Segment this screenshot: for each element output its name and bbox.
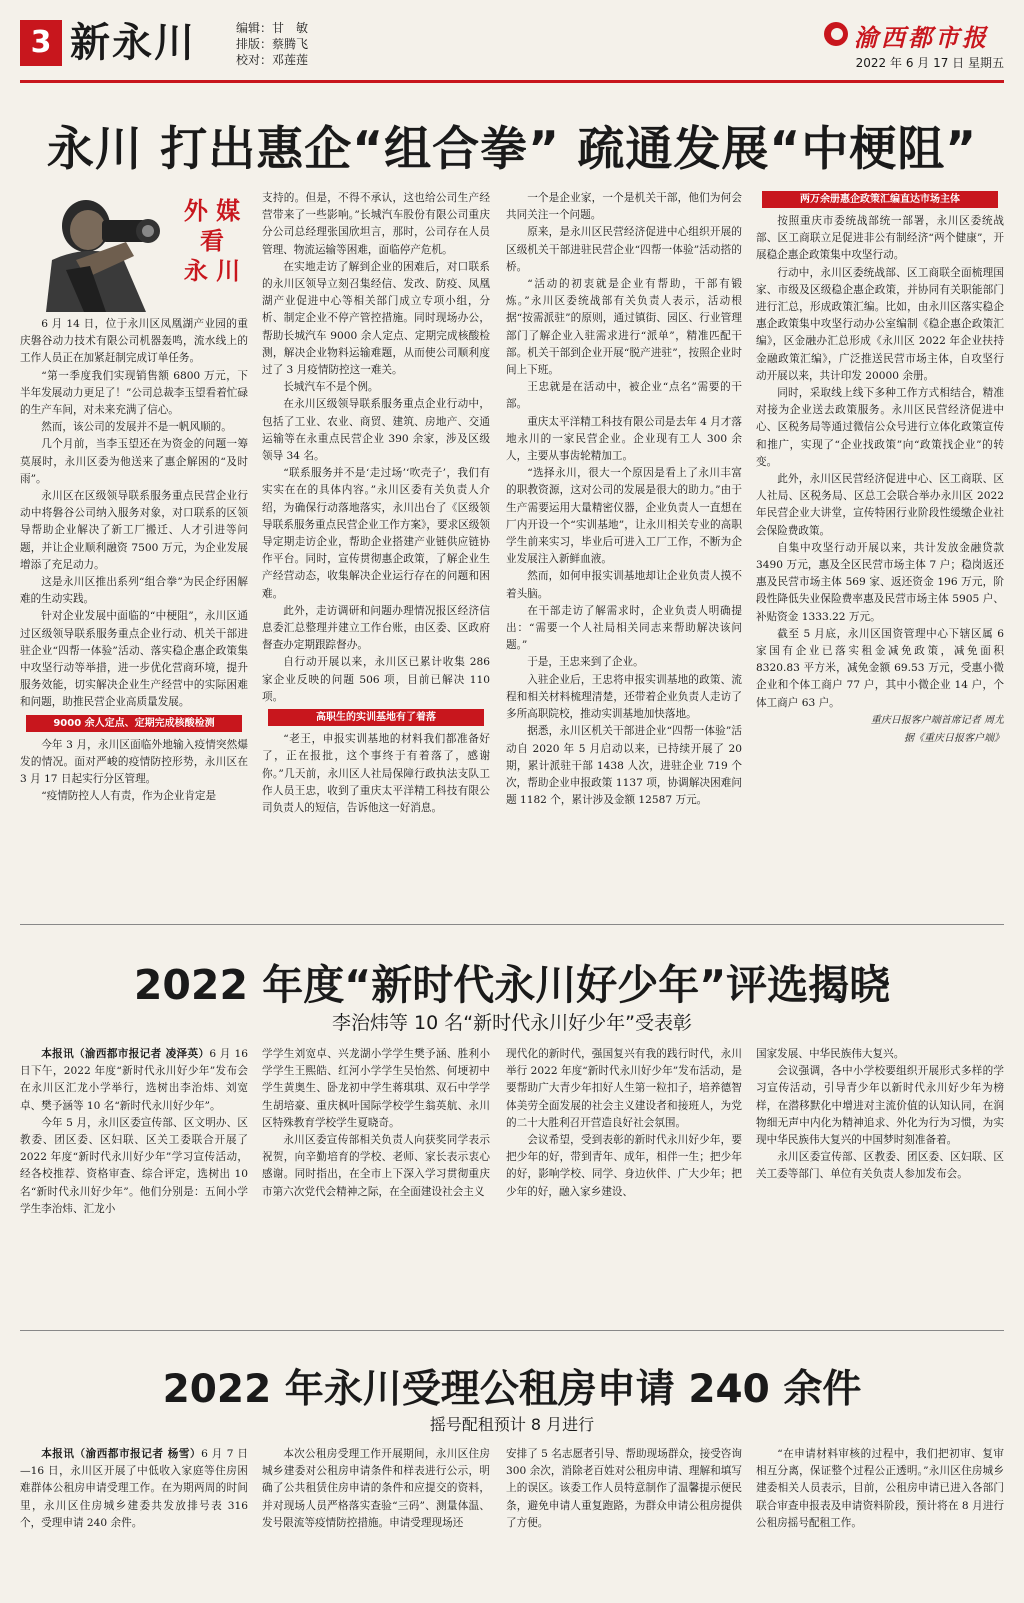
paragraph: 重庆太平洋精工科技有限公司是去年 4 月才落地永川的一家民营企业。企业现有工人 300 余人，主要从事齿轮精加工。 [506, 415, 742, 463]
article2-headline: 2022 年度“新时代永川好少年”评选揭晓 [133, 961, 891, 1009]
paragraph: 会议强调，各中小学校要组织开展形式多样的学习宣传活动，引导青少年以新时代永川好少年为榜样，在潜移默化中增进对主流价值的认知认同，在润物细无声中内化为精神追求、外化为行为习惯，为实现中华民族伟大复兴的中国梦时刻准备着。 [756, 1065, 1004, 1147]
subsection-heading: 两万余册惠企政策汇编直达市场主体 [762, 191, 998, 208]
article1-column-1 [20, 316, 248, 882]
article3-subhead: 摇号配租预计 8 月进行 [429, 1415, 595, 1434]
paragraph: 然而，如何申报实训基地却让企业负责人摸不着头脑。 [506, 570, 742, 600]
dateline: 本报讯（渝西都市报记者 凌泽英） [41, 1048, 210, 1060]
article2-subhead: 李治炜等 10 名“新时代永川好少年”受表彰 [332, 1012, 692, 1034]
issue-date: 2022 年 6 月 17 日 星期五 [855, 56, 1004, 70]
paragraph: 学学生刘宽卓、兴龙湖小学学生樊予涵、胜利小学学生王熙皓、红河小学学生吴怡然、何埂初中学生黄奥生、卧龙初中学生蒋琪琪、双石中学学生胡培豪、重庆枫叶国际学校学生翁英航、永川区特殊教育学校学生夏晓奇。 [262, 1048, 490, 1129]
paragraph: 原来，是永川区民营经济促进中心组织开展的区级机关干部进驻民营企业“四帮一体验”活动搭的桥。 [506, 226, 742, 273]
reporter-byline: 重庆日报客户端首席记者 周尤 [870, 714, 1004, 726]
paper-name: 渝西都市报 [854, 23, 989, 52]
paragraph: 会议希望，受到表彰的新时代永川好少年，要把少年的好，带到青年、成年，相伴一生；把少年的好，影响学校、同学、身边伙伴、广大少年；把少年的好，融入家乡建设、 [506, 1134, 742, 1198]
paragraph: “选择永川，很大一个原因是看上了永川丰富的职教资源，这对公司的发展是很大的助力。”由于生产需要运用大量精密仪器，企业负责人一直想在厂内开设一个“实训基地”，让永川相关专业的高职学生前来实习，毕业后可进入工厂工作，不断为企业发展注入新鲜血液。 [506, 467, 742, 566]
paragraph: 按照重庆市委统战部统一部署，永川区委统战部、区工商联立足促进非公有制经济“两个健康”，开展稳企惠企政策集中攻坚行动。 [756, 215, 1004, 262]
article1-photo [26, 190, 248, 312]
paragraph: 一个是企业家，一个是机关干部，他们为何会共同关注一个问题。 [506, 192, 742, 222]
source-byline: 据《重庆日报客户端》 [904, 732, 1004, 744]
paragraph: 在实地走访了解到企业的困难后，对口联系的永川区领导立刻召集经信、发改、防疫、凤凰湖产业促进中心等相关部门成立专项小组，分析、制定企业不停产管控措施。同时现场办公，帮助长城汽车 9000 余人定点、定期完成核酸检测，解决企业物料运输难题，从而使公司顺利度过了 3 月疫情防控这一难关。 [262, 260, 490, 377]
paragraph: 国家发展、中华民族伟大复兴。 [756, 1048, 905, 1060]
paragraph: 此外，永川区民营经济促进中心、区工商联、区人社局、区税务局、区总工会联合举办永川区 2022 年民营企业大讲堂，宣传特困行业阶段性缓缴企业社会保险费政策。 [756, 473, 1004, 537]
photo-tag-line: 外 媒 [183, 197, 241, 225]
article2-column-1 [20, 1046, 248, 1304]
article2-column-3 [506, 1046, 742, 1304]
paragraph: 同时，采取线上线下多种工作方式相结合，精准对接为企业送去政策服务。永川区民营经济促进中心、区税务局等通过微信公众号进行立体化政策宣传和推广，实现了“企业找政策”向“政策找企业”的转变。 [756, 387, 1004, 468]
paragraph: 本次公租房受理工作开展期间，永川区住房城乡建委对公租房申请条件和样表进行公示，明确了公共租赁住房申请的条件和应提交的资料，并对现场人员严格落实查验“三码”、测量体温、发号限流等疫情防控措施。申请受理现场还 [262, 1448, 490, 1529]
paragraph: “老王，申报实训基地的材料我们都准备好了，正在报批，这个事终于有着落了，感谢你。”几天前，永川区人社局保障行政执法支队工作人员王忠，收到了重庆太平洋精工科技有限公司负责人的短信，告诉他这一好消息。 [262, 733, 490, 814]
paragraph: 王忠就是在活动中，被企业“点名”需要的干部。 [506, 381, 742, 411]
subsection-heading: 9000 余人定点、定期完成核酸检测 [26, 715, 242, 732]
article3-column-2 [262, 1446, 490, 1596]
paragraph [20, 1046, 248, 1115]
photo-tag-line: 看 [200, 227, 224, 255]
paragraph: 于是，王忠来到了企业。 [527, 656, 644, 669]
article-divider [20, 924, 1004, 925]
paragraph: “疫情防控人人有责，作为企业肯定是 [41, 790, 217, 803]
paragraph-text: 6 月 7 日—16 日，永川区开展了中低收入家庭等住房困难群体公租房申请受理工作。在为期两周的时间里，永川区住房城乡建委共发放排号表 316 个，受理申请 240 余件。 [20, 1448, 248, 1529]
paragraph: “活动的初衷就是企业有帮助，干部有锻炼。”永川区委统战部有关负责人表示，活动根据“按需派驻”的原则，通过镇街、园区、行业管理部门了解企业入驻需求进行“派单”，精准匹配干部。机关干部到企业开展“脱产进驻”，按照企业时间上下班。 [506, 278, 742, 377]
paragraph: 在永川区级领导联系服务重点企业行动中，包括了工业、农业、商贸、建筑、房地产、交通运输等在永重点民营企业 390 余家，涉及区级领导 34 名。 [262, 398, 490, 463]
paragraph [20, 1446, 248, 1532]
article3-headline: 2022 年永川受理公租房申请 240 余件 [162, 1367, 862, 1412]
proof-line: 校对：邓莲莲 [236, 53, 309, 67]
paragraph: 6 月 14 日，位于永川区凤凰湖产业园的重庆磐谷动力技术有限公司机器轰鸣，流水线上的工作人员正在加紧赶制完成订单任务。 [20, 318, 248, 365]
photo-tag-line: 永 川 [183, 257, 241, 285]
photo-tag [172, 196, 252, 286]
paragraph: 截至 5 月底，永川区国资管理中心下辖区属 6 家国有企业已落实租金减免政策，减免面积 8320.83 平方米，减免金额 69.53 万元，受惠小微企业和个体工商户 77 户，其中小微企业 14 户，个体工商户 63 户。 [756, 627, 1004, 709]
logo-mark-icon [824, 22, 848, 46]
paragraph: 自集中攻坚行动开展以来，共计发放金融贷款 3490 万元，惠及全区民营市场主体 7 户；稳岗返还惠及民营市场主体 569 家、返还资金 196 万元，阶段性降低失业保险费率惠及民营市场主体 5905 户、补贴资金 1333.22 万元。 [756, 541, 1004, 623]
paragraph: “第一季度我们实现销售额 6800 万元，下半年发展动力更足了！”公司总裁李玉望看着忙碌的生产车间，对未来充满了信心。 [20, 369, 248, 417]
article-divider [20, 1330, 1004, 1331]
dateline: 本报讯（渝西都市报记者 杨雪） [41, 1448, 202, 1460]
article1-column-3 [506, 190, 742, 882]
paragraph: 据悉，永川区机关干部进企业“四帮一体验”活动自 2020 年 5 月启动以来，已持续开展了 20 期，累计派驻干部 1438 人次，进驻企业 719 个次，帮助企业申报政策 1137 项，协调解决困难问题 1182 个，累计涉及金额 12587 万元。 [506, 725, 742, 807]
article3-column-4 [756, 1446, 1004, 1596]
paper-logo [824, 18, 1004, 50]
paragraph: 今年 3 月，永川区面临外地输入疫情突然爆发的情况。面对严峻的疫情防控形势，永川区在 3 月 17 日起实行分区管理。 [20, 738, 248, 786]
paragraph: 支持的。但是，不得不承认，这也给公司生产经营带来了一些影响。”长城汽车股份有限公司重庆分公司总经理张国欣坦言，那时，公司存在人员管理、物流运输等困难，面临停产危机。 [262, 192, 490, 256]
paragraph: “联系服务并不是‘走过场’‘吹壳子’，我们有实实在在的具体内容。”永川区委有关负责人介绍，为确保行动落地落实，永川出台了《区级领导联系服务重点民营企业工作方案》，要求区级领导定期走访企业，帮助企业搭建产业链供应链协作平台。同时，宣传贯彻惠企政策，了解企业生产经营动态，收集解决企业运行存在的问题和困难。 [262, 467, 490, 600]
editor-line: 编辑：甘 敏 [236, 21, 309, 35]
article1-headline: 永川 打出惠企“组合拳” 疏通发展“中梗阻” [46, 122, 978, 177]
masthead [20, 12, 1004, 74]
paragraph: 永川区委宣传部相关负责人向获奖同学表示祝贺，向辛勤培育的学校、老师、家长表示衷心感谢。同时指出，在全市上下深入学习贯彻重庆市第六次党代会精神之际，在全面建设社会主义 [262, 1134, 490, 1198]
photographer-illustration-icon [26, 190, 166, 312]
editor-credits [236, 20, 308, 68]
paragraph: 自行动开展以来，永川区已累计收集 286 家企业反映的问题 506 项，目前已解决 110 项。 [262, 656, 490, 703]
paragraph: 永川区委宣传部、区教委、团区委、区妇联、区关工委等部门、单位有关负责人参加发布会。 [756, 1151, 1004, 1181]
paragraph: 在干部走访了解需求时，企业负责人明确提出：“需要一个人社局相关同志来帮助解决该问题。” [506, 604, 742, 652]
article2-column-2 [262, 1046, 490, 1304]
paragraph: 长城汽车不是个例。 [283, 381, 379, 394]
layout-line: 排版：蔡腾飞 [236, 37, 309, 51]
article2-column-4 [756, 1046, 1004, 1304]
paragraph: 安排了 5 名志愿者引导、帮助现场群众，接受咨询 300 余次，消除老百姓对公租房申请、理解和填写上的误区。该委工作人员特意制作了温馨提示便民条，避免申请人重复跑路，为群众申请公租房提供了方便。 [506, 1448, 742, 1529]
page-number: 3 [20, 20, 62, 66]
paragraph: 永川区在区级领导联系服务重点民营企业行动中将磐谷公司纳入服务对象，对口联系的区领导帮助企业解决了新工厂搬迁、人才引进等问题，并让企业顺利融资 7500 万元，为企业发展增添了充足动力。 [20, 490, 248, 571]
article1-column-2 [262, 190, 490, 882]
paragraph: 行动中，永川区委统战部、区工商联全面梳理国家、市级及区级稳企惠企政策，并协同有关职能部门进行汇总，形成政策汇编。比如，由永川区落实稳企惠企政策集中攻坚行动办公室编制《稳企惠企政策汇编》，区金融办汇总形成《永川区 2022 年企业扶持金融政策汇编》，广泛推送民营市场主体，自攻坚行动开展以来，共计印发 20000 余册。 [756, 266, 1004, 382]
subsection-heading: 高职生的实训基地有了着落 [268, 709, 484, 726]
paragraph: 现代化的新时代，强国复兴有我的践行时代，永川举行 2022 年度“新时代永川好少年”发布活动，是要帮助广大青少年扣好人生第一粒扣子，培养德智体美劳全面发展的社会主义建设者和接班人，为党的二十大胜利召开营造良好社会氛围。 [506, 1048, 742, 1129]
paragraph: 针对企业发展中面临的“中梗阻”，永川区通过区级领导联系服务重点企业行动、机关干部进驻企业“四帮一体验”活动、落实稳企惠企政策集中攻坚行动等举措，进一步优化营商环境，提升服务效能，切实解决企业生产经营中的实际困难和问题，助推民营企业高质量发展。 [20, 610, 248, 709]
paragraph: 这是永川区推出系列“组合拳”为民企纾困解难的生动实践。 [20, 576, 248, 606]
section-title: 新永川 [70, 19, 196, 66]
paragraph: 入驻企业后，王忠将申报实训基地的政策、流程和相关材料梳理清楚，还带着企业负责人走访了多所高职院校，推动实训基地加快落地。 [506, 673, 742, 721]
paragraph-text: 6 月 16 日下午，2022 年度“新时代永川好少年”发布会在永川区汇龙小学举行，选树出李治炜、刘宽卓、樊予涵等 10 名“新时代永川好少年”。 [20, 1048, 248, 1112]
paragraph: 此外，走访调研和问题办理情况报区经济信息委汇总整理并建立工作台账，由区委、区政府督查办定期跟踪督办。 [262, 604, 490, 652]
paragraph: “在申请材料审核的过程中，我们把初审、复审相互分离，保证整个过程公正透明。”永川区住房城乡建委相关人员表示，目前，公租房申请已进入各部门联合审查申报表及申请资料阶段，预计将在 8 月进行公租房摇号配租工作。 [756, 1448, 1004, 1529]
paragraph: 然而，该公司的发展并不是一帆风顺的。 [41, 421, 232, 434]
article3-column-3 [506, 1446, 742, 1596]
article3-column-1 [20, 1446, 248, 1596]
paragraph: 几个月前，当李玉望还在为资金的问题一筹莫展时，永川区委为他送来了惠企解困的“及时雨”。 [20, 438, 248, 485]
article1-column-4 [756, 188, 1004, 888]
paragraph: 今年 5 月，永川区委宣传部、区文明办、区教委、团区委、区妇联、区关工委联合开展了 2022 年度“新时代永川好少年”学习宣传活动，经各校推荐、资格审查、综合评定，选树出 10 名“新时代永川好少年”。他们分别是：五间小学学生李治炜、汇龙小 [20, 1116, 248, 1215]
masthead-rule [20, 80, 1004, 83]
